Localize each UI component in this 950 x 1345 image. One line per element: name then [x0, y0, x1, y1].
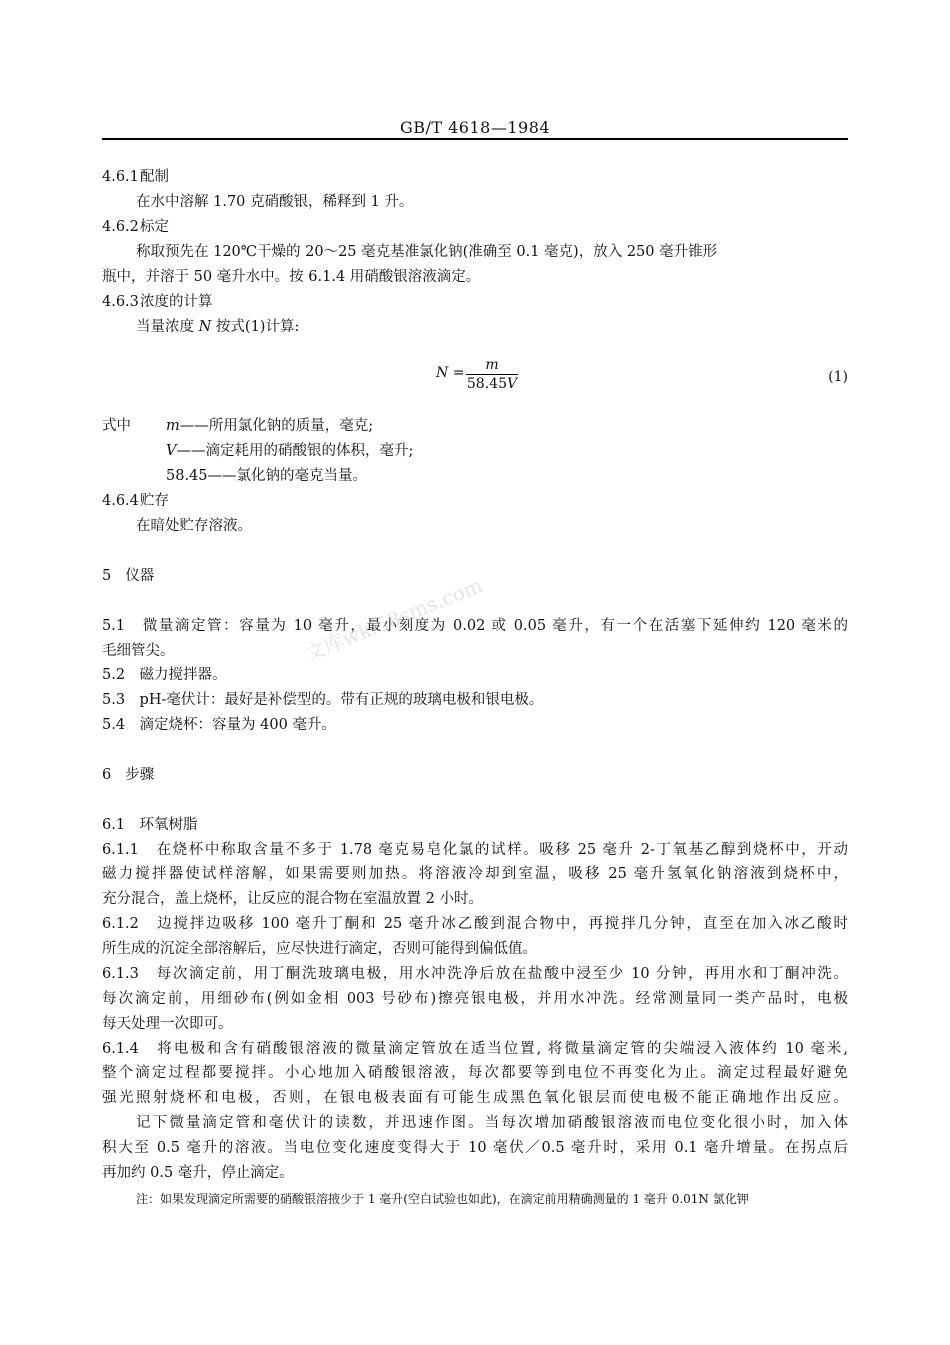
equation-number: (1)	[828, 369, 848, 385]
paragraph-line: 充分混合，盖上烧杯，让反应的混合物在室温放置 2 小时。	[102, 891, 483, 907]
fraction-bar	[466, 374, 518, 375]
paragraph-line: 再加约 0.5 毫升，停止滴定。	[102, 1165, 294, 1181]
paragraph-line: 记下微量滴定管和毫伏计的读数，并迅速作图。当每次增加硝酸银溶液而电位变化很小时，加入体	[136, 1115, 848, 1131]
paragraph-line: 瓶中，并溶于 50 毫升水中。按 6.1.4 用硝酸银溶液滴定。	[102, 269, 481, 285]
paragraph-line: 磁力搅拌器使试样溶解，如果需要则加热。将溶液冷却到室温，吸移 25 毫升氢氧化钠溶液到烧杯中，	[102, 866, 848, 882]
paragraph-line: 6.1.3 每次滴定前，用丁酮洗玻璃电极，用水冲洗净后放在盐酸中浸至少 10 分钟，再用水和丁酮冲洗。	[102, 966, 848, 982]
section-4-6-3-heading	[102, 292, 213, 312]
chapter-title: 步骤	[125, 767, 155, 783]
paragraph-line: 强光照射烧杯和电极，否则，在银电极表面有可能生成黑色氧化银层而使电极不能正确地作出反应。	[102, 1090, 848, 1106]
chapter-number: 5	[102, 568, 112, 584]
header-rule	[102, 138, 848, 140]
denominator-constant: 58.45	[466, 376, 507, 392]
text-run: 按式(1)计算:	[211, 319, 300, 335]
footnote: 注：如果发现滴定所需要的硝酸银溶掖少于 1 毫升(空白试验也如此)，在滴定前用精确测量的 1 毫升 0.01N 氯化钾	[136, 1192, 749, 1206]
watermark: 文库wk.58sms.com	[301, 572, 486, 666]
paragraph-line: 6.1.2 边搅拌边吸移 100 毫升丁酮和 25 毫升冰乙酸到混合物中，再搅拌几分钟，直至在加入冰乙酸时	[102, 916, 848, 932]
fraction-numerator: m	[485, 357, 499, 373]
paragraph-line: 积大至 0.5 毫升的溶液。当电位变化速度变得大于 10 毫伏／0.5 毫升时，采用 0.1 毫升增量。在拐点后	[102, 1140, 848, 1156]
section-number: 4.6.1	[102, 169, 139, 185]
section-4-6-2-heading	[102, 217, 169, 237]
paragraph-line: 5.3 pH-毫伏计：最好是补偿型的。带有正规的玻璃电极和银电极。	[102, 692, 544, 708]
paragraph-line: 6.1.1 在烧杯中称取含量不多于 1.78 毫克易皂化氯的试样。吸移 25 毫升 2-丁氧基乙醇到烧杯中，开动	[102, 842, 848, 858]
chapter-6-heading	[102, 765, 154, 785]
section-number: 4.6.2	[102, 219, 139, 235]
paragraph-line: 每天处理一次即可。	[102, 1016, 233, 1032]
fraction-denominator	[466, 376, 518, 392]
equation-lhs	[436, 365, 464, 381]
section-number: 4.6.4	[102, 493, 139, 509]
section-title: 贮存	[140, 493, 169, 509]
variable-n: N	[436, 365, 449, 381]
where-line-v	[166, 441, 413, 461]
paragraph-line: 毛细管尖。	[102, 643, 175, 659]
where-line-m	[166, 416, 373, 436]
variable-v: V	[506, 376, 518, 392]
paragraph-line: 在水中溶解 1.70 克硝酸银，稀释到 1 升。	[136, 194, 414, 210]
chapter-title: 仪器	[125, 568, 155, 584]
variable-v: V	[166, 443, 177, 459]
standard-number-header: GB/T 4618—1984	[399, 118, 551, 137]
section-title: 浓度的计算	[140, 294, 213, 310]
paragraph-line: 5.1 微量滴定管：容量为 10 毫升，最小刻度为 0.02 或 0.05 毫升，有一个在活塞下延伸约 120 毫米的	[102, 618, 848, 634]
paragraph-line: 5.4 滴定烧杯：容量为 400 毫升。	[102, 717, 336, 733]
where-line-constant: 58.45——氯化钠的毫克当量。	[166, 468, 368, 484]
section-title: 标定	[140, 219, 169, 235]
fraction	[466, 357, 518, 392]
paragraph-line: 6.1.4 将电极和含有硝酸银溶液的微量滴定管放在适当位置, 将微量滴定管的尖端浸入液体约 10 毫米,	[102, 1041, 848, 1057]
section-4-6-1-heading	[102, 167, 169, 187]
section-4-6-4-heading	[102, 491, 169, 511]
paragraph-line: 6.1 环氧树脂	[102, 817, 198, 833]
section-title: 配制	[140, 169, 169, 185]
paragraph-line	[136, 317, 299, 337]
chapter-number: 6	[102, 767, 112, 783]
text-run: ——滴定耗用的硝酸银的体积，毫升;	[176, 443, 414, 459]
paragraph-line: 每次滴定前，用细砂布(例如金相 003 号砂布)擦亮银电极，并用水冲洗。经常测量同一类产品时，电极	[102, 991, 848, 1007]
paragraph-line: 在暗处贮存溶液。	[136, 518, 252, 534]
chapter-5-heading	[102, 566, 154, 586]
paragraph-line: 所生成的沉淀全部溶解后，应尽快进行滴定，否则可能得到偏低值。	[102, 941, 537, 957]
paragraph-line: 5.2 磁力搅拌器。	[102, 667, 227, 683]
equals-sign: =	[448, 365, 465, 381]
text-run: ——所用氯化钠的质量，毫克;	[179, 418, 374, 434]
paragraph-line: 整个滴定过程都要搅拌。小心地加入硝酸银溶液，每次都要等到电位不再变化为止。滴定过程最好避免	[102, 1065, 848, 1081]
where-label: 式中	[102, 418, 131, 434]
section-number: 4.6.3	[102, 294, 139, 310]
variable-m: m	[166, 418, 180, 434]
variable-n: N	[198, 319, 212, 335]
paragraph-line: 称取预先在 120℃干燥的 20～25 毫克基准氯化钠(准确至 0.1 毫克)，放入 250 毫升锥形	[136, 244, 718, 260]
text-run: 当量浓度	[136, 319, 199, 335]
